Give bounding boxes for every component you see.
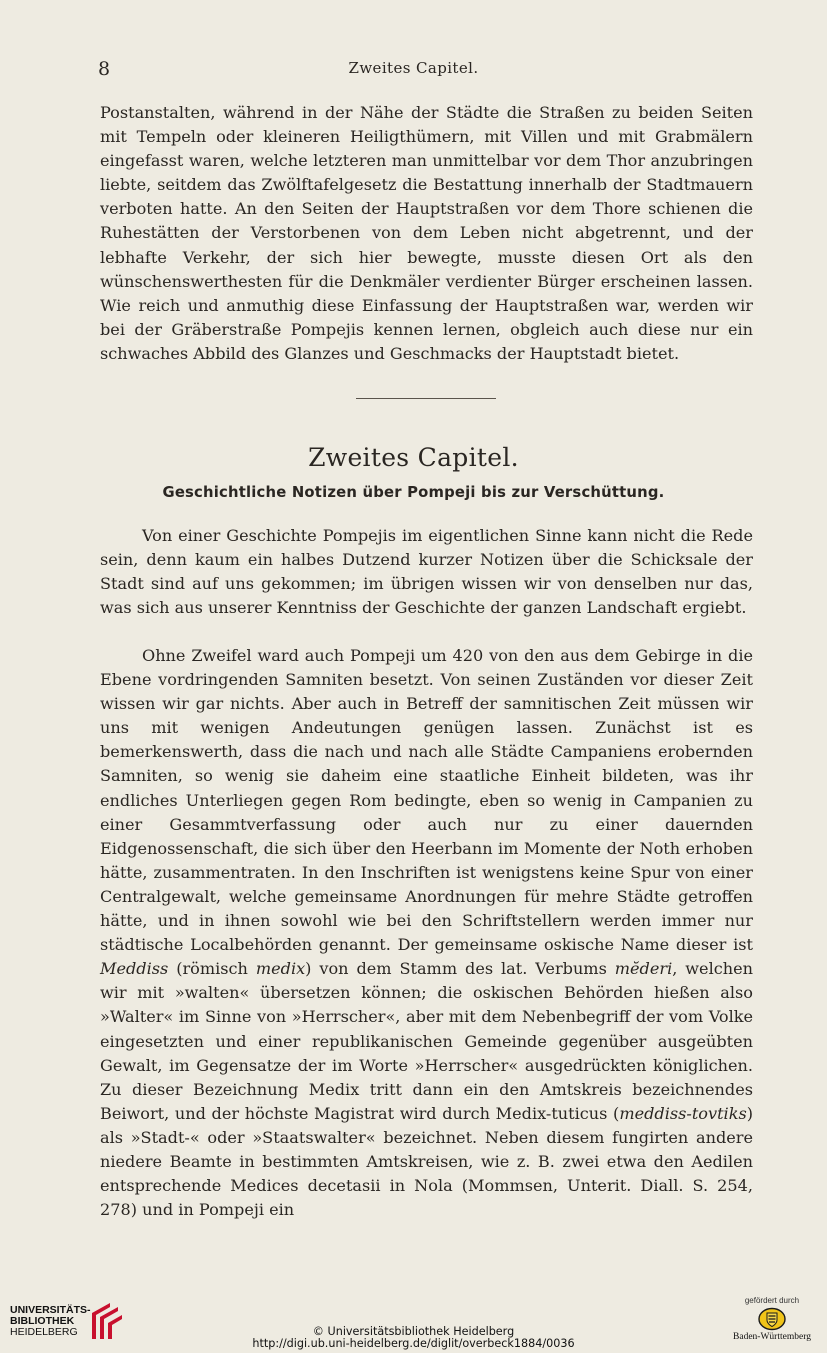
text-run: , welchen wir mit »walten« übersetzen können; die oskischen Behörden hießen also »Walter« im Sinne von »Herrscher«, aber mit dem Nebenbegriff der vom Volke eingesetzten und einer republikanischen Gemeinde gegenüber ausgeübten Gewalt, im Gegensatze der im Worte »Herrscher« ausgedrückten königlichen. Zu dieser Bezeichnung Medix tritt dann ein den Amtskreis bezeichnendes Beiwort, und der höchste Magistrat wird durch Medix-tuticus ( [100, 959, 753, 1123]
oscan-term: Meddiss [100, 959, 169, 979]
paragraph [100, 644, 753, 1222]
running-head: Zweites Capitel. [348, 59, 479, 77]
latin-term: medix [255, 959, 306, 979]
copyright-text: © Universitätsbibliothek Heidelberg [312, 1325, 515, 1338]
source-url-link[interactable]: http://digi.ub.uni-heidelberg.de/diglit/overbeck1884/0036 [252, 1337, 575, 1350]
text-run: ) als »Stadt-« oder »Staatswalter« bezeichnet. Neben diesem fungirten andere niedere Beamte in bestimmten Amtskreisen, wie z. B. zwei etwa den Aedilen entsprechende Medices decetasii in Nola (Mommsen, Unterit. Diall. S. 254, 278) und in Pompeji ein [100, 1103, 753, 1220]
state-emblem-icon [757, 1307, 787, 1331]
text-column-p3 [100, 644, 753, 1222]
paragraph: Von einer Geschichte Pompejis im eigentlichen Sinne kann nicht die Rede sein, denn kaum ein halbes Dutzend kurzer Notizen über die Schicksale der Stadt sind auf uns gekommen; im übrigen wissen wir von denselben nur das, was sich aus unserer Kenntniss der Geschichte der ganzen Landschaft ergiebt. [100, 526, 753, 618]
text-run: Ohne Zweifel ward auch Pompeji um 420 von den aus dem Gebirge in die Ebene vordringenden Samniten besetzt. Von seinen Zuständen vor dieser Zeit wissen wir gar nichts. Aber auch in Betreff der samnitischen Zeit müssen wir uns mit wenigen Andeutungen genügen lassen. Zunächst ist es bemerkenswerth, dass die nach und nach alle Städte Campaniens erobernden Samniten, so wenig sie daheim eine staatliche Einheit bildeten, was ihr endliches Unterliegen gegen Rom bedingte, eben so wenig in Campanien zu einer Gesammtverfassung oder auch nur zu einer dauernden Eidgenossenschaft, die sich über den Heerbann im Momente der Noth erhoben hätte, zusammentraten. In den Inschriften ist wenigstens keine Spur von einer Centralgewalt, welche gemeinsame Anordnungen für mehre Städte getroffen hätte, und in ihnen sowohl wie bei den Schriftstellern werden immer nur städtische Localbehörden genannt. Der gemeinsame oskische Name dieser ist [100, 646, 753, 955]
text-run: (römisch [168, 959, 256, 979]
library-line: HEIDELBERG [10, 1326, 78, 1338]
footer-credits [0, 1326, 827, 1350]
latin-term: mĕderi [614, 959, 673, 979]
sponsor-block[interactable] [722, 1296, 822, 1348]
oscan-term: meddiss-tovtiks [619, 1103, 747, 1123]
text-column-top [100, 101, 753, 366]
paragraph: Postanstalten, während in der Nähe der Städte die Straßen zu beiden Seiten mit Tempeln oder kleineren Heiligthümern, mit Villen und mit Grabmälern eingefasst waren, welche letzteren man unmittelbar vor dem Thor anzubringen liebte, seitdem das Zwölftafelgesetz die Bestattung innerhalb der Stadtmauern verboten hatte. An den Seiten der Hauptstraßen vor dem Thore schienen die Ruhestätten der Verstorbenen von dem Leben nicht abgetrennt, und der lebhafte Verkehr, der sich hier bewegte, musste diesen Ort als den wünschenswerthesten für die Denkmäler verdienter Bürger erscheinen lassen. Wie reich und anmuthig diese Einfassung der Hauptstraßen war, werden wir bei der Gräberstraße Pompejis kennen lernen, obgleich auch diese nur ein schwaches Abbild des Glanzes und Geschmacks der Hauptstadt bietet. [100, 103, 753, 363]
emblem-shield [767, 1313, 777, 1327]
sponsor-name: Baden-Württemberg [733, 1332, 811, 1342]
library-line: UNIVERSITÄTS- [10, 1304, 91, 1316]
chapter-subtitle: Geschichtliche Notizen über Pompeji bis zur Verschüttung. [162, 484, 665, 501]
text-run: ) von dem Stamm des lat. Verbums [305, 959, 615, 979]
library-line: BIBLIOTHEK [10, 1315, 75, 1327]
sponsor-label: gefördert durch [744, 1296, 800, 1305]
page-number: 8 [98, 58, 111, 80]
text-column-p2 [100, 524, 753, 620]
section-divider [356, 398, 496, 399]
chapter-title: Zweites Capitel. [308, 443, 519, 472]
